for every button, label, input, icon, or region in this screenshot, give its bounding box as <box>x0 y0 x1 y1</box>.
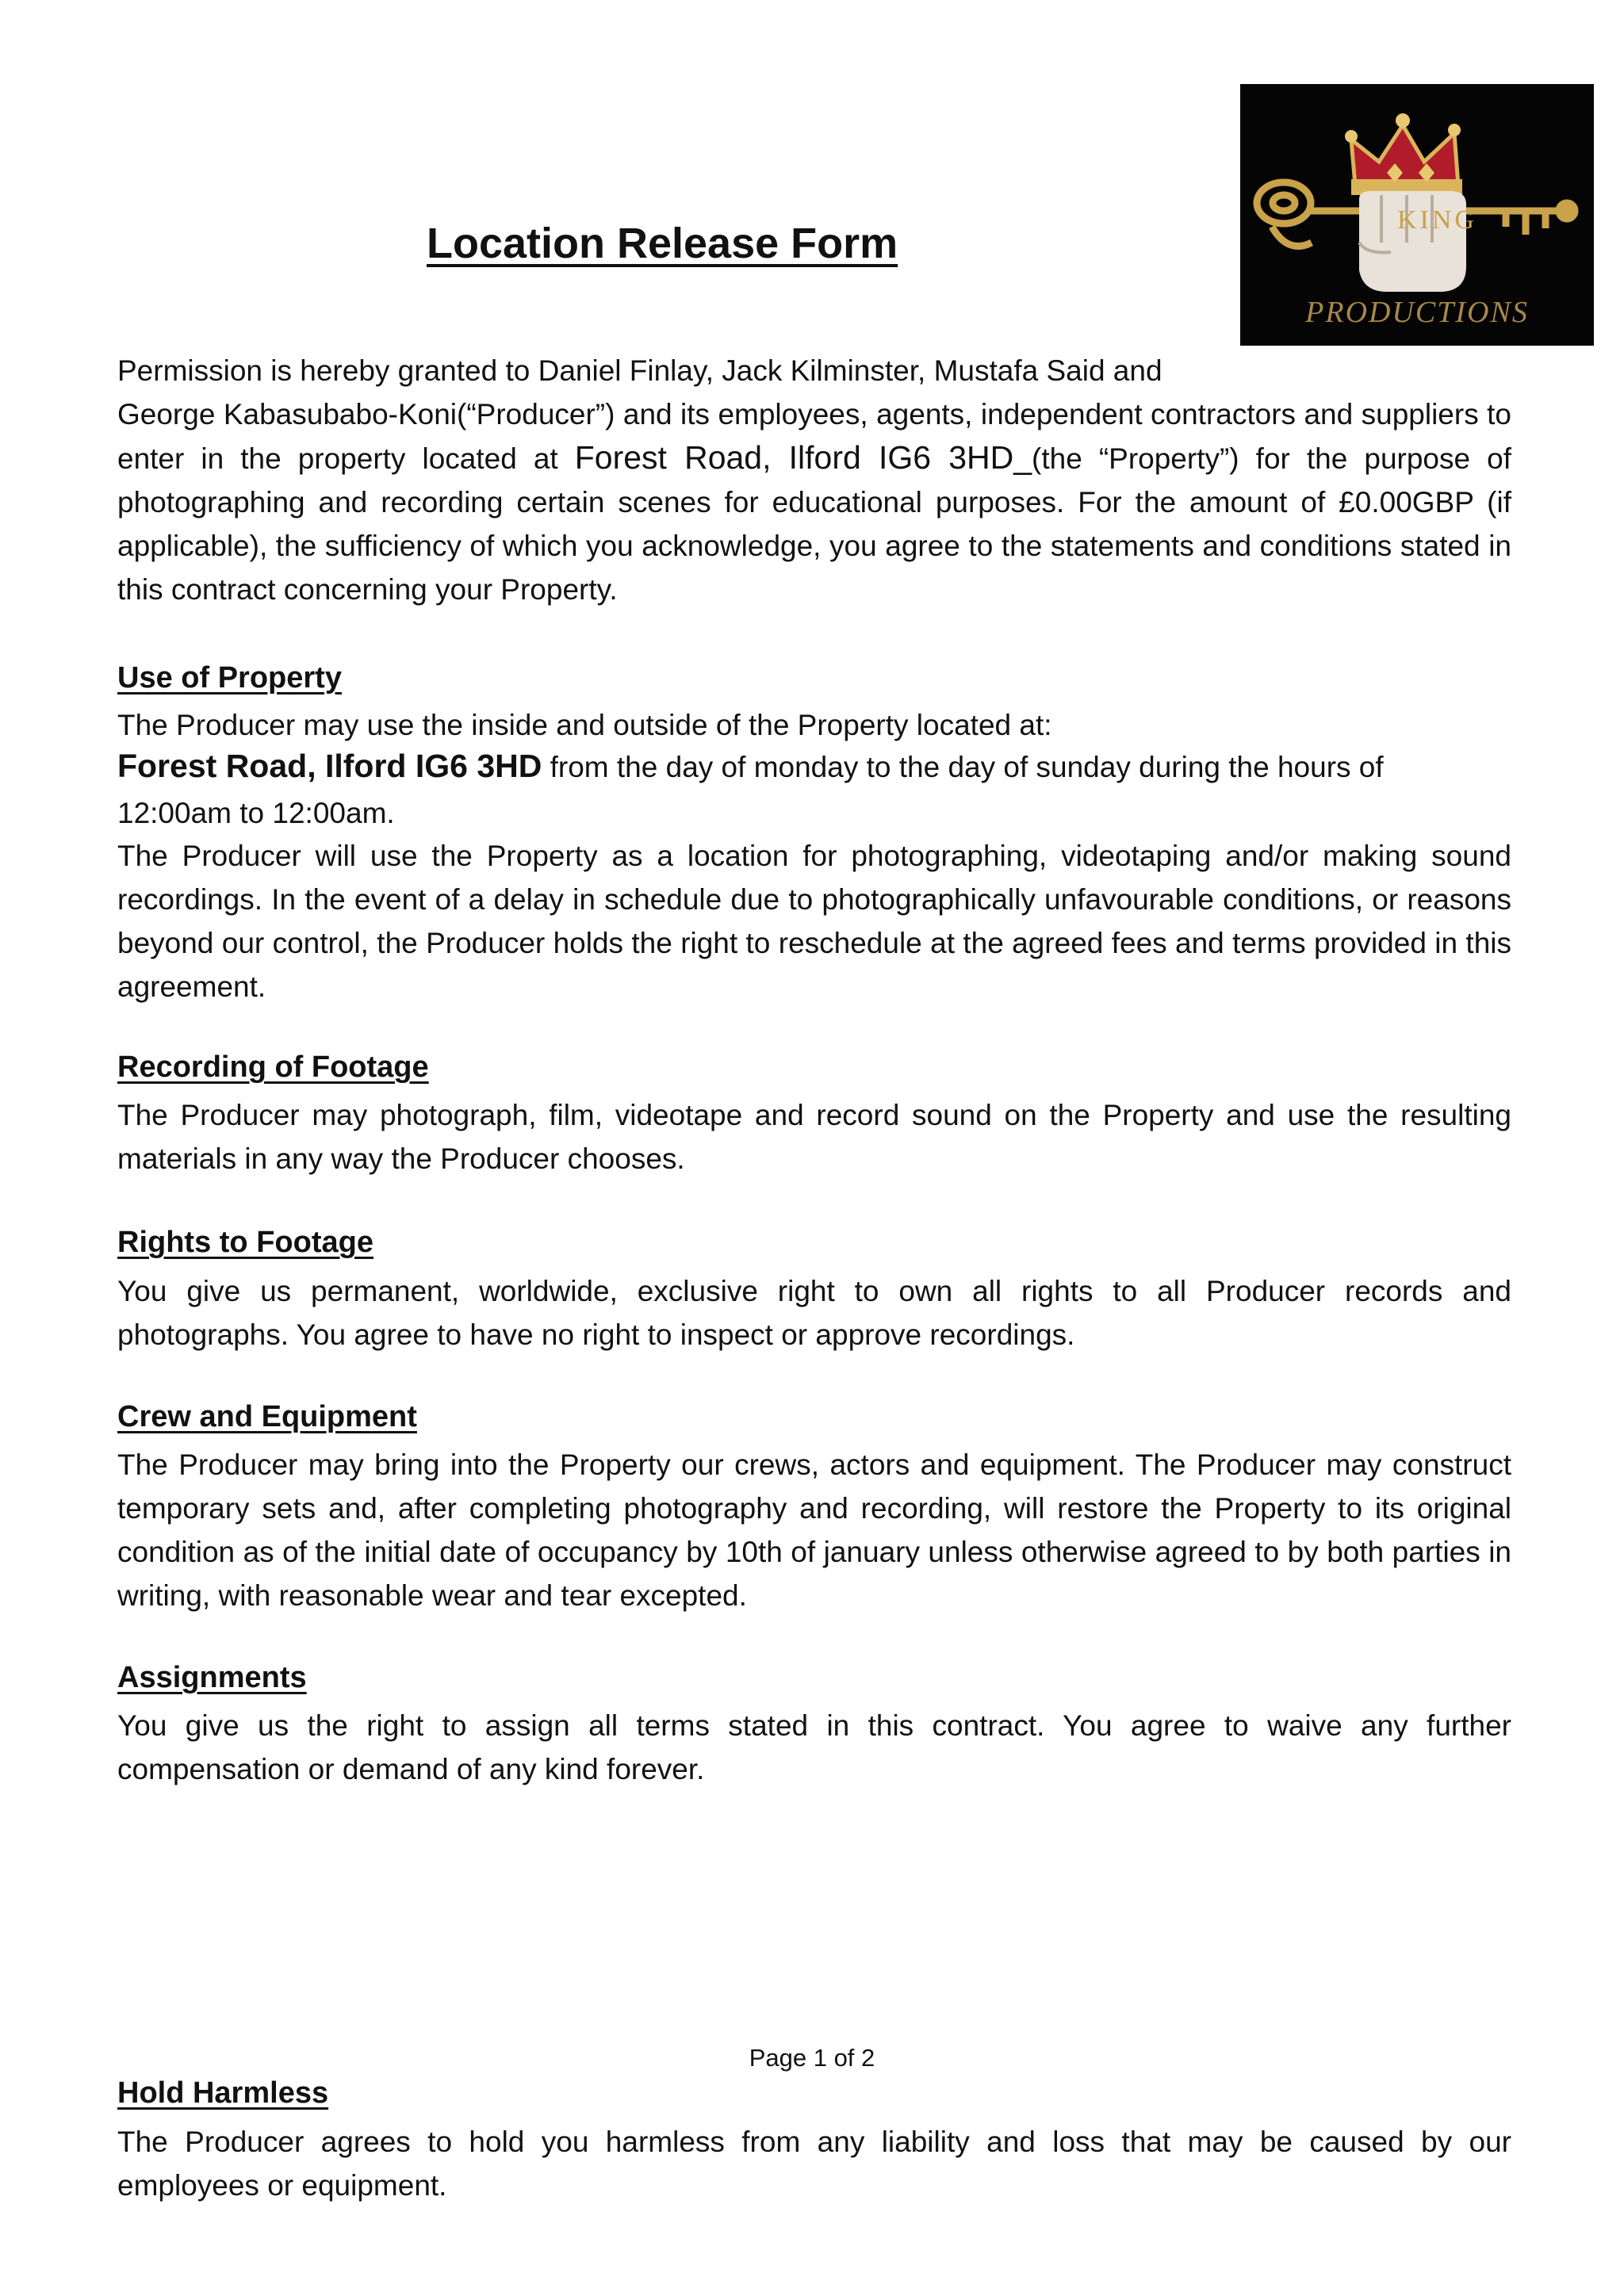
intro-paragraph <box>117 392 1511 611</box>
intro-address: Forest Road, Ilford IG6 3HD_ <box>574 439 1032 476</box>
recording-of-footage-paragraph: The Producer may photograph, film, videotape and record sound on the Property and use the resulting materials in any way the Producer chooses. <box>117 1099 1511 1175</box>
crew-and-equipment-paragraph: The Producer may bring into the Property our crews, actors and equipment. The Producer may construct temporary sets and, after completing photography and recording, will restore the Property to its original condition as of the initial date of occupancy by 10th of january unless otherwise agreed to by both parties in writing, with reasonable wear and tear excepted. <box>117 1448 1511 1612</box>
intro-text-part1: George Kabasubabo-Koni(“Producer”) and its employees, agents, independent contractors and suppliers to enter in the property located at <box>117 398 1511 475</box>
crown-icon <box>1345 113 1462 195</box>
intro-first-line: Permission is hereby granted to Daniel Finlay, Jack Kilminster, Mustafa Said and <box>117 354 1162 387</box>
section-heading-recording-of-footage: Recording of Footage <box>117 1050 429 1084</box>
section-heading-hold-harmless: Hold Harmless <box>117 2076 329 2110</box>
section-heading-assignments: Assignments <box>117 1661 307 1694</box>
hold-harmless-paragraph: The Producer agrees to hold you harmless from any liability and loss that may be caused by our employees or equipment. <box>117 2126 1511 2202</box>
use-of-property-paragraph: The Producer will use the Property as a location for photographing, videotaping and/or making sound recordings. In the event of a delay in schedule due to photographically unfavourable conditions, or reasons beyond our control, the Producer holds the right to reschedule at the agreed fees and terms provided in this agreement. <box>117 840 1511 1003</box>
section-heading-use-of-property: Use of Property <box>117 661 342 695</box>
section-heading-rights-to-footage: Rights to Footage <box>117 1226 373 1259</box>
page-title: Location Release Form <box>427 220 898 267</box>
rights-to-footage-paragraph: You give us permanent, worldwide, exclusive right to own all rights to all Producer records and photographs. You agree to have no right to inspect or approve recordings. <box>117 1275 1511 1351</box>
use-of-property-address: Forest Road, Ilford IG6 3HD <box>117 748 542 784</box>
crown-key-fist-icon <box>1240 84 1594 346</box>
use-of-property-line2 <box>117 744 1384 789</box>
king-productions-logo <box>1240 84 1594 346</box>
section-heading-crew-and-equipment: Crew and Equipment <box>117 1400 417 1433</box>
use-of-property-hours: 12:00am to 12:00am. <box>117 797 395 829</box>
assignments-paragraph: You give us the right to assign all terms stated in this contract. You agree to waive any further compensation or demand of any kind forever. <box>117 1709 1511 1785</box>
use-of-property-days: from the day of monday to the day of sunday during the hours of <box>542 751 1384 783</box>
logo-king-text: KING <box>1397 205 1477 235</box>
logo-productions-text: PRODUCTIONS <box>1305 296 1529 329</box>
page-number: Page 1 of 2 <box>749 2044 875 2072</box>
use-of-property-line1: The Producer may use the inside and outside of the Property located at: <box>117 709 1052 741</box>
intro-text-part2: (the “Property”) for the purpose of photographing and recording certain scenes for educational purposes. For the amount of £0.00GBP (if applicable), the sufficiency of which you acknowledge, you agree to the statements and conditions stated in this contract concerning your Property. <box>117 442 1511 606</box>
